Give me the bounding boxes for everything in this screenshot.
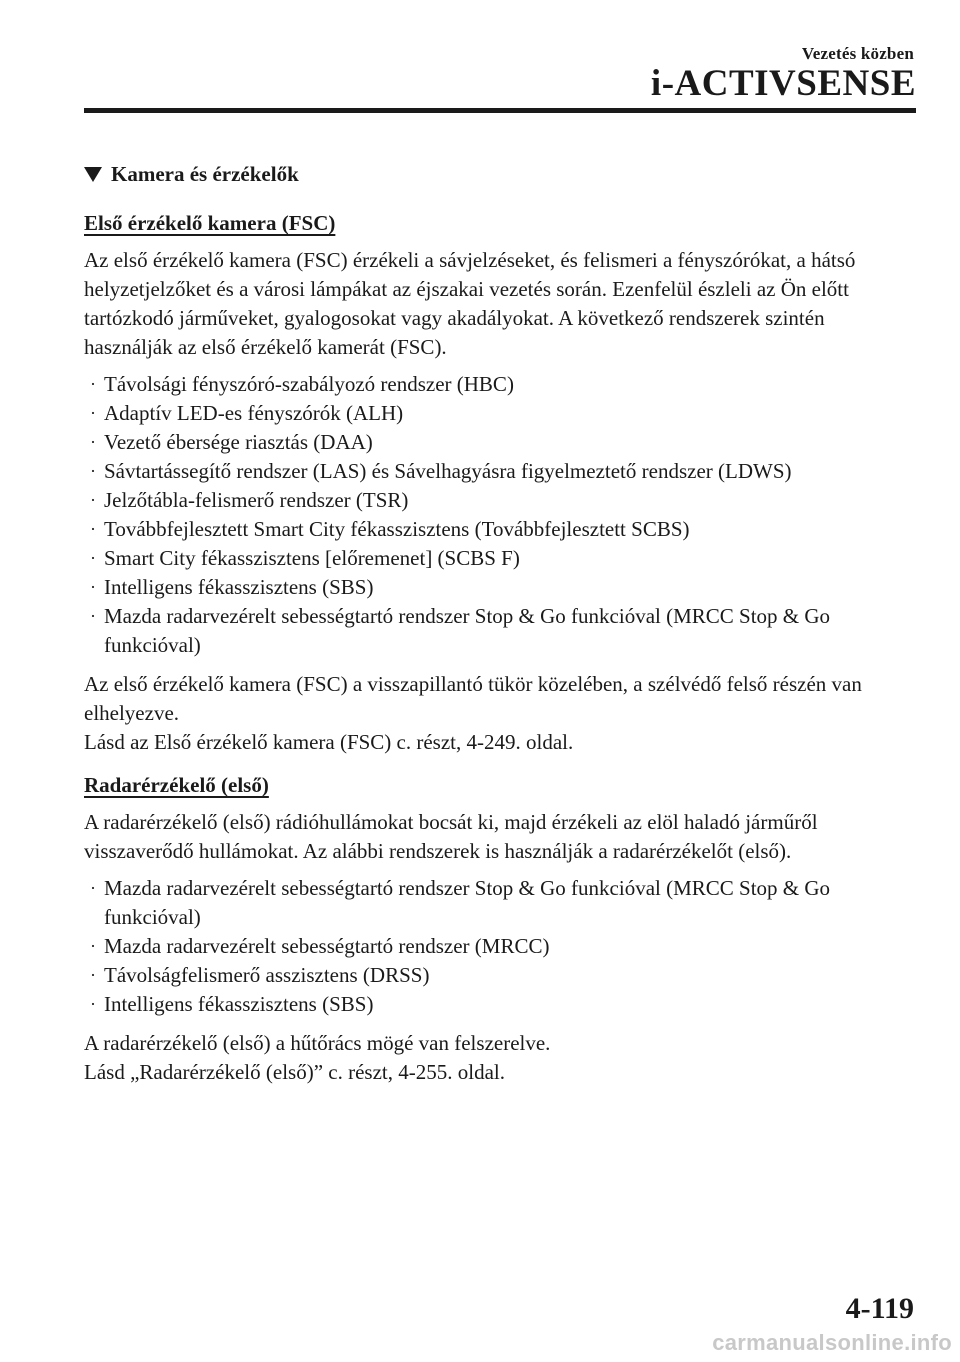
list-item [84, 961, 916, 990]
triangle-down-icon [84, 167, 102, 182]
header-rule [84, 108, 916, 113]
bullet-icon: · [90, 374, 96, 394]
fsc-reference: Lásd az Első érzékelő kamera (FSC) c. részt, 4-249. oldal. [84, 730, 574, 754]
list-item [84, 544, 916, 573]
bullet-icon: · [90, 606, 96, 626]
list-item-text: Sávtartássegítő rendszer (LAS) és Sávelhagyásra figyelmeztető rendszer (LDWS) [104, 459, 792, 483]
list-item [84, 573, 916, 602]
list-item [84, 932, 916, 961]
list-item-text: Intelligens fékasszisztens (SBS) [104, 992, 374, 1016]
list-item [84, 428, 916, 457]
bullet-icon: · [90, 519, 96, 539]
list-item-text: Mazda radarvezérelt sebességtartó rendszer Stop & Go funkcióval (MRCC Stop & Go funkcióval) [104, 604, 831, 657]
list-item [84, 990, 916, 1019]
radar-intro: A radarérzékelő (első) rádióhullámokat bocsát ki, majd érzékeli az elöl haladó járműről visszaverődő hullámokat. Az alábbi rendszerek is használják a radarérzékelőt (első). [84, 810, 818, 863]
list-item-text: Jelzőtábla-felismerő rendszer (TSR) [104, 488, 409, 512]
list-item [84, 399, 916, 428]
list-item [84, 874, 916, 932]
list-item [84, 515, 916, 544]
page-number: 4-119 [845, 1292, 914, 1325]
list-item-text: Mazda radarvezérelt sebességtartó rendszer Stop & Go funkcióval (MRCC Stop & Go funkcióval) [104, 876, 831, 929]
radar-system-list [84, 874, 916, 1019]
bullet-icon: · [90, 403, 96, 423]
list-item-text: Távolságfelismerő asszisztens (DRSS) [104, 963, 430, 987]
list-item [84, 370, 916, 399]
section-heading-text: Kamera és érzékelők [111, 162, 299, 186]
section-heading [84, 160, 916, 189]
bullet-icon: · [90, 461, 96, 481]
list-item-text: Mazda radarvezérelt sebességtartó rendszer (MRCC) [104, 934, 550, 958]
fsc-intro: Az első érzékelő kamera (FSC) érzékeli a sávjelzéseket, és felismeri a fényszórókat, a hátsó helyzetjelzőket és a városi lámpákat az éjszakai vezetés során. Ezenfelül észleli az Ön előtt tartózkodó járműveket, gyalogosokat vagy akadályokat. A következő rendszerek szintén használják az első érzékelő kamerát (FSC). [84, 248, 856, 359]
radar-location: A radarérzékelő (első) a hűtőrács mögé van felszerelve. [84, 1031, 551, 1055]
header-section-label: Vezetés közben [801, 44, 914, 63]
bullet-icon: · [90, 965, 96, 985]
radar-heading: Radarérzékelő (első) [84, 773, 269, 797]
list-item [84, 486, 916, 515]
bullet-icon: · [90, 432, 96, 452]
list-item [84, 457, 916, 486]
radar-reference: Lásd „Radarérzékelő (első)” c. részt, 4-255. oldal. [84, 1060, 505, 1084]
fsc-heading: Első érzékelő kamera (FSC) [84, 211, 336, 235]
list-item-text: Adaptív LED-es fényszórók (ALH) [104, 401, 404, 425]
list-item [84, 602, 916, 660]
fsc-location-text: Az első érzékelő kamera (FSC) a visszapillantó tükör közelében, a szélvédő felső részén van elhelyezve. [84, 672, 862, 725]
fsc-system-list [84, 370, 916, 660]
bullet-icon: · [90, 994, 96, 1014]
list-item-text: Távolsági fényszóró-szabályozó rendszer (HBC) [104, 372, 514, 396]
bullet-icon: · [90, 490, 96, 510]
header-title: i-ACTIVSENSE [650, 63, 916, 104]
watermark: carmanualsonline.info [712, 1330, 952, 1355]
bullet-icon: · [90, 936, 96, 956]
bullet-icon: · [90, 548, 96, 568]
page-content [84, 160, 916, 1095]
list-item-text: Vezető ébersége riasztás (DAA) [104, 430, 373, 454]
bullet-icon: · [90, 577, 96, 597]
list-item-text: Intelligens fékasszisztens (SBS) [104, 575, 374, 599]
list-item-text: Továbbfejlesztett Smart City fékasszisztens (Továbbfejlesztett SCBS) [104, 517, 690, 541]
list-item-text: Smart City fékasszisztens [előremenet] (SCBS F) [104, 546, 520, 570]
fsc-location [84, 670, 916, 728]
bullet-icon: · [90, 878, 96, 898]
